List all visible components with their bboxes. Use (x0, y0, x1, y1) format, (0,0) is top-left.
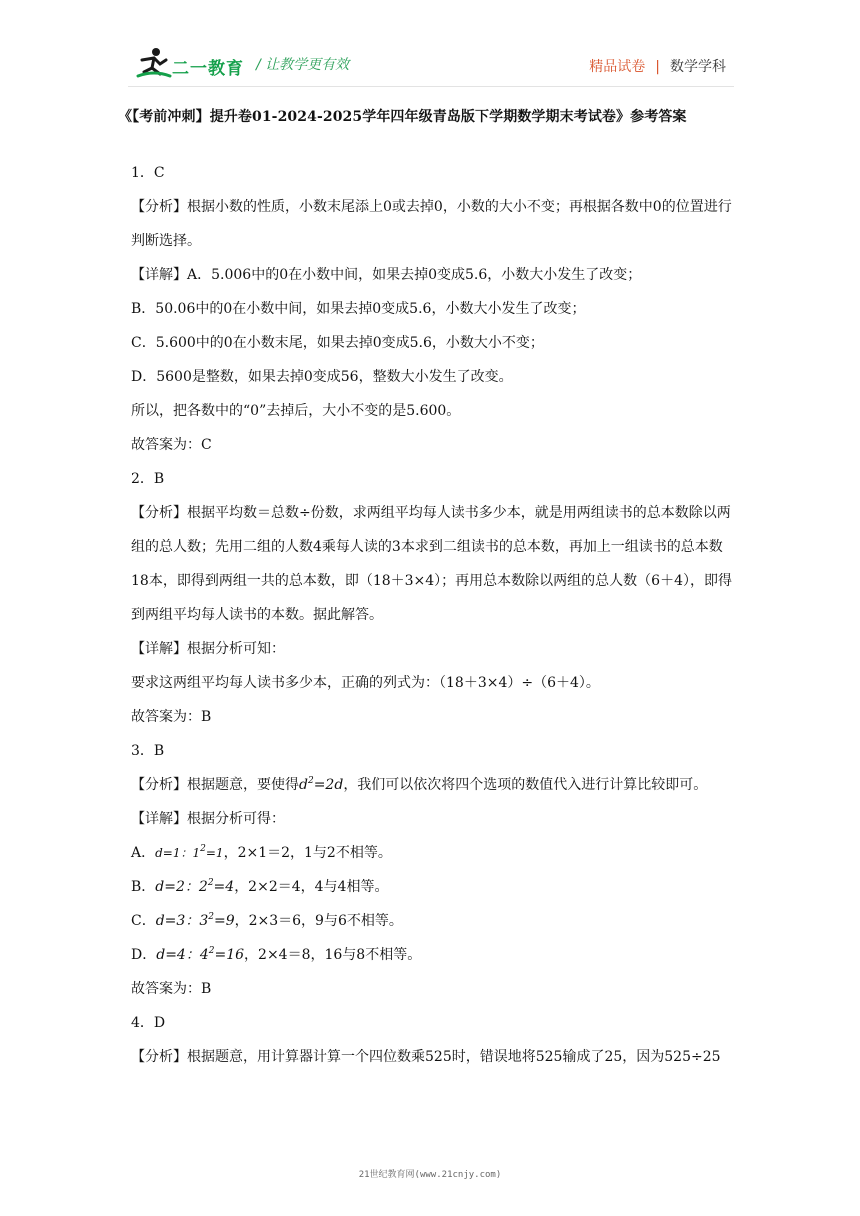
slogan: / 让教学更有效 (256, 57, 350, 73)
page-footer: 21世纪教育网(www.21cnjy.com) (358, 1170, 502, 1180)
q3-option-c (131, 904, 733, 938)
q3-analysis (131, 768, 733, 802)
q3-number: 3．B (131, 743, 165, 759)
q3-option-a-math: d=1：$1^2=1$ (155, 844, 224, 860)
header-right (589, 56, 726, 76)
logo-text: 二一教育 (172, 59, 244, 79)
q4-number: 4．D (131, 1015, 166, 1031)
q1-detail-c: C．5.600中的0在小数末尾，如果去掉0变成5.6，小数大小不变； (131, 335, 544, 351)
q3-analysis-post: ，我们可以依次将四个选项的数值代入进行计算比较即可。 (343, 777, 708, 793)
page-header (0, 0, 860, 92)
q1-number: 1．C (131, 165, 165, 181)
q3-option-b-label: B． (131, 879, 156, 895)
q3-option-a-label: A． (131, 845, 156, 861)
q2-number: 2．B (131, 471, 165, 487)
runner-logo-icon (136, 46, 172, 80)
q1-answer: 故答案为：C (131, 437, 212, 453)
q2-formula: 要求这两组平均每人读书多少本，正确的列式为：（18＋3×4）÷（6＋4）。 (131, 675, 600, 691)
q2-detail: 【详解】根据分析可知： (131, 641, 285, 657)
q2-analysis: 【分析】根据平均数＝总数÷份数，求两组平均每人读书多少本，就是用两组读书的总本数除以两组的总人数；先用二组的人数4乘每人读的3本求到二组读书的总本数，再加上一组读书的总本数18本，即得到两组一共的总本数，即（18＋3×4）；再用总本数除以两组的总人数（6＋4），即得到两组平均每人读书的本数。据此解答。 (131, 505, 732, 623)
q3-option-d (131, 938, 733, 972)
header-badge: 精品试卷 (589, 59, 646, 75)
q3-option-d-label: D． (131, 947, 157, 963)
q1-detail-d: D．5600是整数，如果去掉0变成56，整数大小发生了改变。 (131, 369, 513, 385)
q3-option-c-text: ，2×3＝6，9与6不相等。 (234, 913, 403, 929)
q3-option-c-math: d=3：$3^2=9$ (155, 912, 235, 929)
q3-option-d-text: ，2×4＝8，16与8不相等。 (244, 947, 422, 963)
q3-option-b (131, 870, 733, 904)
q1-conclusion: 所以，把各数中的“0”去掉后，大小不变的是5.600。 (131, 403, 461, 419)
q3-option-c-label: C． (131, 913, 156, 929)
header-separator: | (655, 59, 660, 75)
q3-answer: 故答案为：B (131, 981, 212, 997)
q3-analysis-pre: 【分析】根据题意，要使得 (131, 777, 299, 793)
q1-detail-a: 【详解】A．5.006中的0在小数中间，如果去掉0变成5.6，小数大小发生了改变； (131, 267, 642, 283)
document-title: 《【考前冲刺】提升卷01-2024-2025学年四年级青岛版下学期数学期末考试卷》参考答案 (118, 109, 687, 125)
q4-analysis: 【分析】根据题意，用计算器计算一个四位数乘525时，错误地将525输成了25，因为525÷25 (131, 1049, 721, 1065)
q2-answer: 故答案为：B (131, 709, 212, 725)
q3-option-d-math: d=4：$4^2=16$ (156, 946, 245, 963)
header-divider (128, 86, 734, 87)
answer-content (131, 156, 733, 1074)
q1-analysis: 【分析】根据小数的性质，小数末尾添上0或去掉0，小数的大小不变；再根据各数中0的位置进行判断选择。 (131, 199, 732, 249)
q1-detail-b: B．50.06中的0在小数中间，如果去掉0变成5.6，小数大小发生了改变； (131, 301, 586, 317)
q3-option-b-text: ，2×2＝4，4与4相等。 (234, 879, 389, 895)
q3-equation: $d^2=2d$ (299, 776, 344, 793)
q3-option-b-math: d=2：$2^2=4$ (155, 878, 235, 895)
q3-detail: 【详解】根据分析可得： (131, 811, 285, 827)
header-subject: 数学学科 (670, 59, 726, 75)
q3-option-a (131, 836, 733, 870)
logo (136, 46, 248, 80)
q3-option-a-text: ，2×1＝2，1与2不相等。 (223, 845, 392, 861)
